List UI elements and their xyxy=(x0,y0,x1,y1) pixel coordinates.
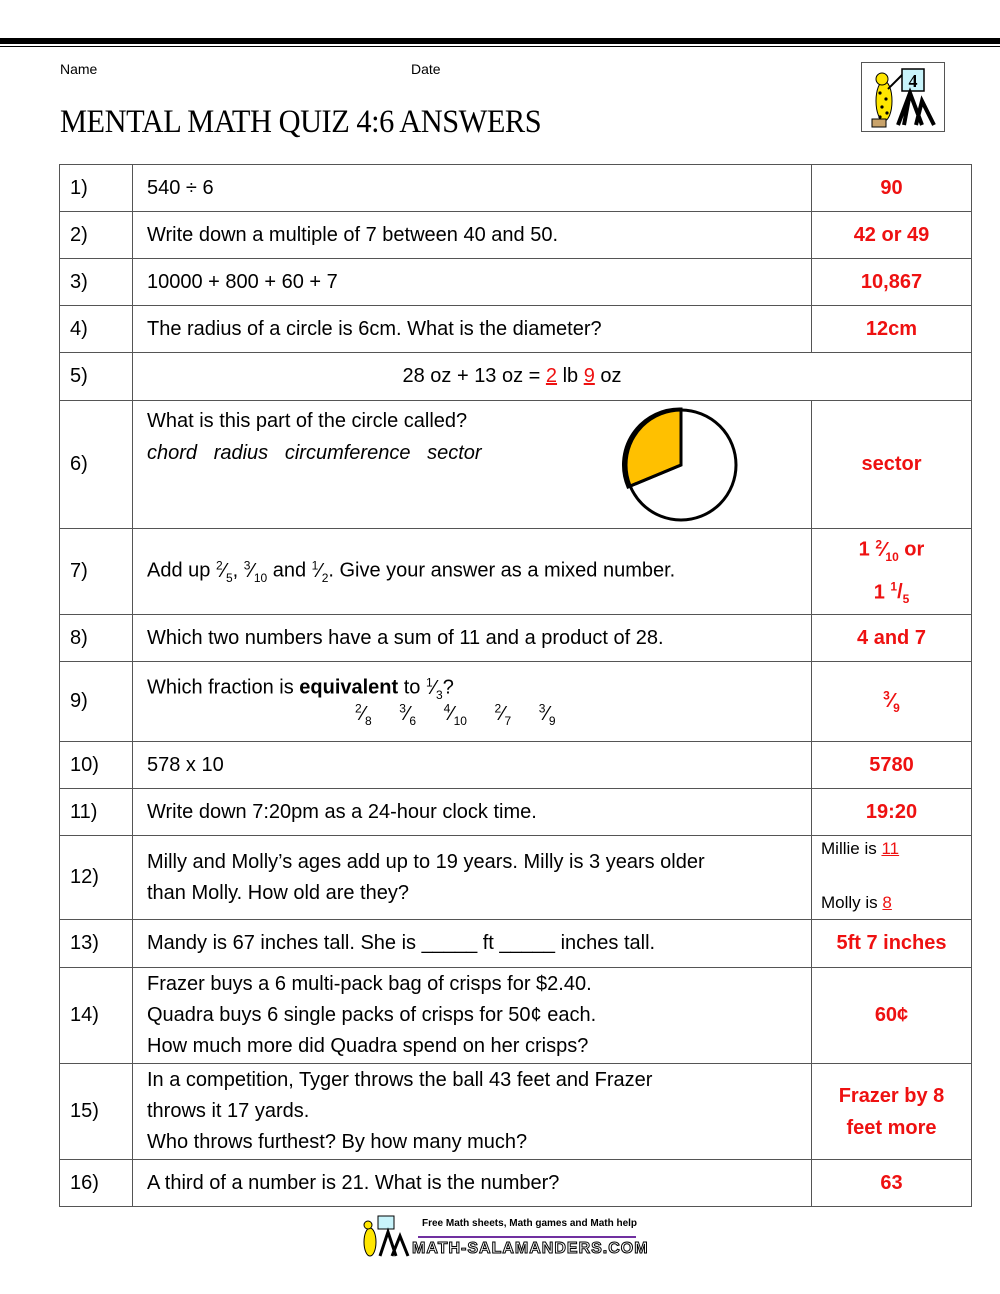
question-number: 11) xyxy=(60,789,133,836)
question-row-3 xyxy=(60,259,972,306)
question-text: Write down a multiple of 7 between 40 and 50. xyxy=(133,212,812,259)
question-number: 15) xyxy=(60,1064,133,1160)
question-text: 578 x 10 xyxy=(133,742,812,789)
answer-cell xyxy=(812,1064,972,1160)
answer-blank-oz: 9 xyxy=(583,365,595,387)
question-text: 540 ÷ 6 xyxy=(133,165,812,212)
text-part: . Give your answer as a mixed number. xyxy=(328,559,676,582)
question-line: Quadra buys 6 single packs of crisps for 50¢ each. xyxy=(147,1004,597,1027)
question-text xyxy=(133,662,812,742)
answer-cell: 63 xyxy=(812,1160,972,1207)
question-number: 14) xyxy=(60,968,133,1064)
question-row-13 xyxy=(60,920,972,968)
footer-site-link[interactable]: MATH-SALAMANDERS.COM xyxy=(412,1240,649,1257)
question-number: 16) xyxy=(60,1160,133,1207)
question-text: Write down 7:20pm as a 24-hour clock time. xyxy=(133,789,812,836)
answer-line-2: feet more xyxy=(846,1116,937,1139)
top-rule-thin xyxy=(0,46,1000,47)
question-number: 1) xyxy=(60,165,133,212)
question-number: 10) xyxy=(60,742,133,789)
question-row-11 xyxy=(60,789,972,836)
question-row-4 xyxy=(60,306,972,353)
question-line: than Molly. How old are they? xyxy=(147,881,409,904)
question-number: 3) xyxy=(60,259,133,306)
name-label: Name xyxy=(60,61,98,77)
quiz-table xyxy=(59,164,972,1207)
question-number: 9) xyxy=(60,662,133,742)
answer-cell: 4 and 7 xyxy=(812,615,972,662)
question-row-5 xyxy=(60,353,972,401)
question-number: 5) xyxy=(60,353,133,401)
answer-cell: 5ft 7 inches xyxy=(812,920,972,968)
question-number: 2) xyxy=(60,212,133,259)
answer-options: chord radius circumference sector xyxy=(147,442,482,464)
question-line: throws it 17 yards. xyxy=(147,1100,310,1123)
fraction: $^3⁄_{10}$ xyxy=(243,558,268,585)
question-prompt: Which fraction is equivalent to $^1⁄_3$? xyxy=(147,675,454,702)
question-row-10 xyxy=(60,742,972,789)
question-line: How much more did Quadra spend on her crisps? xyxy=(147,1035,589,1058)
answer-cell: 10,867 xyxy=(812,259,972,306)
question-row-6 xyxy=(60,401,972,529)
answer-cell: sector xyxy=(812,401,972,529)
answer-cell: 42 or 49 xyxy=(812,212,972,259)
answer-cell xyxy=(812,529,972,615)
salamander-logo-icon xyxy=(861,62,945,132)
date-label: Date xyxy=(411,61,441,77)
top-rule xyxy=(0,38,1000,44)
question-number: 8) xyxy=(60,615,133,662)
question-number: 7) xyxy=(60,529,133,615)
text-part: , xyxy=(232,559,244,582)
fraction-choice: $^3⁄_9$ xyxy=(538,701,556,729)
answer-line-2: 1 $^1/_5$ xyxy=(873,579,910,607)
circle-sector-diagram xyxy=(621,405,741,523)
page-title: MENTAL MATH QUIZ 4:6 ANSWERS xyxy=(60,104,542,140)
question-row-16 xyxy=(60,1160,972,1207)
equation-part: lb xyxy=(557,365,584,387)
answer-molly: Molly is 8 xyxy=(821,893,892,913)
footer-tagline: Free Math sheets, Math games and Math help xyxy=(422,1218,638,1229)
fraction-choice: $^2⁄_8$ xyxy=(355,701,372,729)
question-number: 6) xyxy=(60,401,133,529)
question-text: Which two numbers have a sum of 11 and a product of 28. xyxy=(133,615,812,662)
question-line: Who throws furthest? By how many much? xyxy=(147,1131,528,1154)
question-text xyxy=(133,401,812,529)
question-text: 10000 + 800 + 60 + 7 xyxy=(133,259,812,306)
fraction-choice: $^3⁄_6$ xyxy=(399,701,416,729)
answer-cell: 19:20 xyxy=(812,789,972,836)
answer-cell: $^3⁄_9$ xyxy=(812,662,972,742)
question-line: Milly and Molly’s ages add up to 19 years. Milly is 3 years older xyxy=(147,850,705,873)
question-text: Mandy is 67 inches tall. She is _____ ft _____ inches tall. xyxy=(133,920,812,968)
question-row-7 xyxy=(60,529,972,615)
question-text xyxy=(133,836,812,920)
fraction: $^2⁄_5$ xyxy=(215,558,233,585)
fraction-choice: $^4⁄_{10}$ xyxy=(443,701,467,729)
question-text: The radius of a circle is 6cm. What is the diameter? xyxy=(133,306,812,353)
question-line: Frazer buys a 6 multi-pack bag of crisps for $2.40. xyxy=(147,973,592,996)
question-text xyxy=(133,529,812,615)
answer-cell: 5780 xyxy=(812,742,972,789)
question-prompt: What is this part of the circle called? xyxy=(147,410,468,432)
answer-cell: 90 xyxy=(812,165,972,212)
question-text xyxy=(133,968,812,1064)
question-row-1 xyxy=(60,165,972,212)
answer-cell: 60¢ xyxy=(812,968,972,1064)
question-row-14 xyxy=(60,968,972,1064)
answer-cell xyxy=(812,836,972,920)
answer-line-1: 1 $^2⁄_{10}$ or xyxy=(858,537,925,564)
question-row-9 xyxy=(60,662,972,742)
question-number: 13) xyxy=(60,920,133,968)
question-row-2 xyxy=(60,212,972,259)
question-row-12 xyxy=(60,836,972,920)
question-text xyxy=(133,353,972,401)
fraction-choices xyxy=(147,702,811,729)
text-part: and xyxy=(267,559,312,582)
fraction: $^1⁄_2$ xyxy=(311,558,329,585)
text-part: Add up xyxy=(147,559,216,582)
footer-logo[interactable] xyxy=(356,1212,649,1262)
equation-part: 28 oz + 13 oz = xyxy=(402,365,546,387)
question-number: 4) xyxy=(60,306,133,353)
question-row-8 xyxy=(60,615,972,662)
question-line: In a competition, Tyger throws the ball 43 feet and Frazer xyxy=(147,1069,653,1092)
fraction-choice: $^2⁄_7$ xyxy=(494,701,512,729)
svg-text:4: 4 xyxy=(908,71,918,91)
equation-part: oz xyxy=(594,365,622,387)
question-number: 12) xyxy=(60,836,133,920)
question-text xyxy=(133,1064,812,1160)
answer-millie: Millie is 11 xyxy=(821,839,900,859)
question-row-15 xyxy=(60,1064,972,1160)
question-text: A third of a number is 21. What is the number? xyxy=(133,1160,812,1207)
answer-line-1: Frazer by 8 xyxy=(838,1084,945,1107)
answer-cell: 12cm xyxy=(812,306,972,353)
answer-blank-lb: 2 xyxy=(545,365,558,387)
